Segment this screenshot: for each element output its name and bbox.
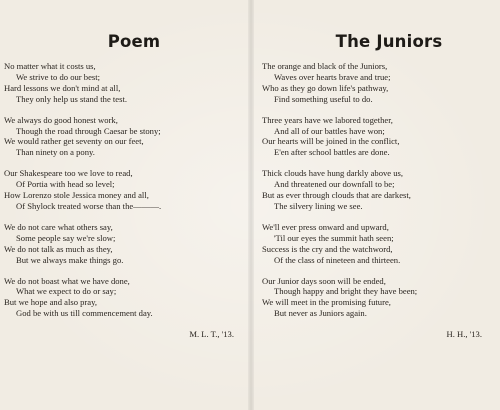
verse-line: We strive to do our best; [16, 71, 101, 82]
verse-line: Who as they go down life's pathway, [262, 82, 389, 93]
verse-line: Waves over hearts brave and true; [274, 71, 391, 82]
verse-line: We will meet in the promising future, [262, 297, 391, 308]
verse-line: Though the road through Caesar be stony; [16, 125, 161, 136]
verse-line: Some people say we're slow; [16, 232, 116, 243]
verse-line: Hard lessons we don't mind at all, [4, 82, 121, 93]
verse-line: Than ninety on a pony. [16, 147, 95, 158]
poem-title: Poem [107, 32, 161, 51]
verse-line: Thick clouds have hung darkly above us, [262, 168, 404, 179]
verse-line: The orange and black of the Juniors, [262, 61, 388, 71]
verse-line: But never as Juniors again. [274, 308, 367, 319]
verse-line: Our Junior days soon will be ended, [262, 275, 386, 286]
stanza [262, 115, 496, 159]
verse-line: And all of our battles have won; [274, 125, 385, 136]
verse-line: How Lorenzo stole Jessica money and all, [4, 190, 149, 201]
stanza [262, 168, 496, 212]
verse-line: Of the class of nineteen and thirteen. [274, 254, 401, 265]
verse-line: We do not talk as much as they, [4, 243, 113, 254]
verse-line: But we always make things go. [16, 254, 124, 265]
right-page-juniors [262, 32, 496, 340]
verse-line: Three years have we labored together, [262, 114, 393, 125]
verse-line: 'Til our eyes the summit hath seen; [274, 232, 394, 243]
verse-line: We do not care what others say, [4, 221, 113, 232]
stanza [262, 276, 496, 320]
verse-line: God be with us till commencement day. [16, 308, 153, 319]
verse-line: We'll ever press onward and upward, [262, 221, 389, 232]
verse-line: We always do good honest work, [4, 114, 118, 125]
stanza [262, 222, 496, 266]
verse-line: We would rather get seventy on our feet, [4, 136, 144, 147]
verse-line: Of Portia with head so level; [16, 179, 115, 190]
verse-line: And threatened our downfall to be; [274, 179, 395, 190]
author-signature: H. H., '13. [446, 329, 482, 340]
verse-line: Our hearts will be joined in the conflict, [262, 136, 400, 147]
verse-line: What we expect to do or say; [16, 286, 117, 297]
verse-line: Though happy and bright they have been; [274, 286, 418, 297]
verse-line: E'en after school battles are done. [274, 147, 390, 158]
verse-line: But as ever through clouds that are darkest, [262, 190, 411, 201]
page-gutter [248, 0, 254, 410]
verse-line: Our Shakespeare too we love to read, [4, 168, 133, 179]
verse-line: The silvery lining we see. [274, 200, 363, 211]
verse-line: No matter what it costs us, [4, 61, 96, 71]
stanza [4, 222, 244, 266]
stanza [262, 61, 496, 105]
verse-line: But we hope and also pray, [4, 297, 97, 308]
stanza [4, 61, 244, 105]
stanza [4, 115, 244, 159]
verse-line: Find something useful to do. [274, 93, 373, 104]
verse-line: They only help us stand the test. [16, 93, 127, 104]
left-page-poem [4, 32, 244, 340]
verse-line: Of Shylock treated worse than the———. [16, 200, 162, 211]
stanza [4, 276, 244, 320]
verse-line: We do not boast what we have done, [4, 275, 130, 286]
poem-title: The Juniors [335, 32, 443, 51]
verse-line: Success is the cry and the watchword, [262, 243, 393, 254]
author-signature: M. L. T., '13. [189, 329, 234, 340]
stanza [4, 168, 244, 212]
